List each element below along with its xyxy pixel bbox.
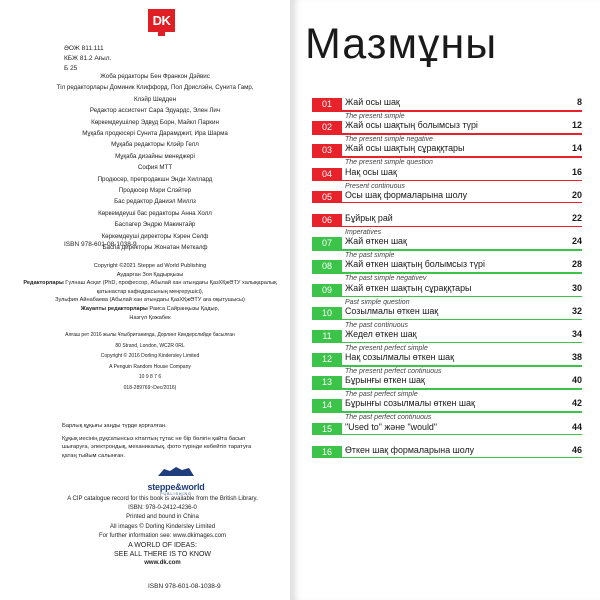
- editors-line: [10, 279, 290, 296]
- page-title: Мазмұны: [305, 20, 498, 68]
- toc-entry[interactable]: [312, 119, 594, 142]
- steppe-sub: PUBLISHING: [160, 492, 192, 496]
- toc-number-badge: 15: [312, 423, 342, 435]
- rights-line: Барлық құқығы заңды түрде қорғалған.: [62, 423, 167, 429]
- editors-text: Гүлнаш Асқат (PhD, профессор, Абылай хан атындағы ҚазХҚжӘТУ халықаралық қатынастар кафедрасының меңгерушісі),: [63, 280, 277, 295]
- toc-title: Созылмалы өткен шақ: [345, 305, 439, 316]
- toc-rule: [312, 457, 582, 459]
- toc-number-badge: 11: [312, 330, 342, 342]
- toc-number-badge: 06: [312, 214, 342, 226]
- toc-page-number: 32: [571, 305, 582, 316]
- toc-subtitle: The present simple negative: [345, 136, 433, 144]
- toc-number-badge: 16: [312, 446, 342, 458]
- toc-page-number: 22: [571, 212, 582, 223]
- original-edition-info: [10, 330, 290, 394]
- credit-line: Продюсер, препродакшн Энди Хиллард: [97, 175, 213, 183]
- toc-entry[interactable]: [312, 374, 594, 397]
- table-of-contents: [312, 96, 594, 467]
- toc-rule: [312, 319, 582, 321]
- toc-entry[interactable]: [312, 212, 594, 235]
- credit-line: Көркемдеушілер Эдвуд Борн, Майкл Паркин: [91, 118, 219, 126]
- toc-title: Жай осы шақ: [345, 97, 400, 107]
- credit-line: Жоба редакторы Бен Франкон Дэйвис: [100, 73, 210, 80]
- toc-page-number: 34: [571, 328, 582, 339]
- toc-subtitle: The present simple question: [345, 159, 433, 167]
- toc-title: Жедел өткен шақ: [345, 328, 417, 339]
- toc-number-badge: 02: [312, 121, 342, 133]
- credit-line: Көркемдеуші директоры Кэрен Селф: [101, 232, 209, 240]
- credits: [20, 71, 290, 254]
- toc-subtitle: Present continuous: [345, 182, 405, 190]
- steppe-horse-icon: [156, 465, 196, 477]
- orig-line: A Penguin Random House Company: [109, 363, 191, 370]
- toc-subtitle: The past continuous: [345, 321, 409, 329]
- cat-big-line: A WORLD OF IDEAS:: [128, 542, 197, 550]
- credit-line: Мұқаба продюсері Сунита Дарамджит, Ира Шарма: [82, 130, 228, 138]
- toc-rule: [312, 411, 582, 413]
- toc-subtitle: Imperatives: [345, 228, 382, 236]
- toc-page-number: 24: [571, 236, 582, 247]
- toc-number-badge: 03: [312, 144, 342, 156]
- isbn-bottom: ISBN 978-601-08-1038-9: [148, 583, 221, 590]
- toc-page-number: 16: [571, 166, 582, 177]
- toc-number-badge: 14: [312, 399, 342, 411]
- toc-number-badge: 04: [312, 168, 342, 180]
- orig-line: 018-289769~Dec/2016): [123, 384, 177, 391]
- orig-line: Copyright © 2016 Dorling Kindersley Limited: [100, 353, 200, 360]
- toc-rule: [312, 272, 582, 274]
- credit-line: Баспа директоры Жонатан Меткалф: [102, 244, 208, 252]
- toc-title: Осы шақ формаларына шолу: [345, 189, 468, 200]
- credit-line: Бас редактор Даниэл Миллз: [114, 198, 196, 206]
- left-page: [0, 0, 292, 600]
- toc-subtitle: The past simple: [345, 252, 395, 260]
- dk-logo: DK: [148, 9, 175, 32]
- credit-line: София МТТ: [137, 164, 173, 172]
- toc-number-badge: 07: [312, 237, 342, 249]
- website: [40, 559, 285, 568]
- toc-page-number: 42: [571, 398, 582, 409]
- toc-number-badge: 01: [312, 98, 342, 110]
- cat-line: ISBN: 978-0-2412-4236-0: [128, 505, 197, 512]
- responsible-editors-line: [10, 305, 290, 314]
- toc-subtitle: Past simple question: [345, 298, 410, 306]
- toc-title: Жай осы шақтың сұраққтары: [345, 143, 465, 154]
- rights-line: қатаң тыйым салынған.: [62, 452, 126, 459]
- toc-page-number: 38: [571, 352, 582, 363]
- code-line: Б 25: [64, 65, 78, 72]
- toc-entry[interactable]: [312, 397, 594, 420]
- toc-title: Жай осы шақтың болымсыз түрі: [345, 120, 478, 131]
- cat-big-line: SEE ALL THERE IS TO KNOW: [114, 551, 211, 559]
- credit-line: Редактор ассистент Сара Эдуардс, Элен Лич: [89, 107, 221, 115]
- credit-line: Баспагер Эндрю Макинтайр: [114, 221, 196, 229]
- toc-entry[interactable]: [312, 282, 594, 305]
- toc-rule: [312, 249, 582, 251]
- toc-rule: [312, 110, 582, 112]
- credit-line: Продюсер Мэри Слэйтер: [118, 187, 192, 195]
- responsible-label: Жауапты редакторлары: [80, 305, 148, 312]
- toc-title: Бұрынғы созылмалы өткен шақ: [345, 398, 475, 409]
- toc-rule: [312, 296, 582, 298]
- classification-codes: [64, 44, 111, 74]
- toc-title: Жай өткен шақтың болымсыз түрі: [345, 259, 485, 270]
- toc-rule: [312, 133, 582, 135]
- toc-rule: [312, 180, 582, 182]
- toc-entry[interactable]: [312, 421, 594, 444]
- toc-title: Жай өткен шақ: [345, 236, 407, 247]
- toc-title: Нақ созылмалы өткен шақ: [345, 352, 454, 363]
- toc-subtitle: The past perfect continuous: [345, 414, 432, 422]
- toc-rule: [312, 202, 582, 204]
- toc-title: Бұйрық рай: [345, 212, 393, 223]
- toc-rule: [312, 226, 582, 228]
- toc-page-number: 40: [571, 375, 582, 386]
- toc-page-number: 44: [571, 421, 582, 432]
- toc-page-number: 28: [571, 259, 582, 270]
- code-line: КБЖ 81.2 Ағыл.: [64, 55, 112, 62]
- toc-rule: [312, 342, 582, 344]
- toc-entry[interactable]: [312, 235, 594, 258]
- toc-page-number: 14: [571, 143, 582, 154]
- toc-number-badge: 10: [312, 307, 342, 319]
- steppe-world-logo: [134, 464, 218, 498]
- toc-entry[interactable]: [312, 166, 594, 189]
- toc-entry[interactable]: [312, 305, 594, 328]
- toc-entry[interactable]: [312, 328, 594, 351]
- publishing-info: [10, 262, 290, 322]
- toc-subtitle: The past simple negativev: [345, 275, 427, 283]
- toc-subtitle: The present simple: [345, 113, 405, 120]
- toc-rule: [312, 434, 582, 436]
- toc-page-number: 12: [571, 120, 582, 131]
- toc-title: "Used to" және "would": [345, 421, 438, 432]
- orig-line: 10 9 8 7 6: [138, 374, 162, 381]
- toc-subtitle: The present perfect continuous: [345, 368, 442, 376]
- toc-entry[interactable]: [312, 142, 594, 165]
- toc-entry[interactable]: [312, 258, 594, 281]
- toc-rule: [312, 388, 582, 390]
- credit-line: Клэйр Шедден: [133, 95, 177, 103]
- toc-entry[interactable]: [312, 444, 594, 467]
- rights-line: шығаруға, электрондық, механикалық, фото түрінде көбейтіп таратуға: [62, 444, 252, 451]
- credit-line: Мұқаба дизайны менеджері: [115, 152, 195, 160]
- cat-line: Printed and bound in China: [126, 514, 199, 521]
- rights-notice: [62, 422, 282, 460]
- editors-line-2: Зульфия Айнабаева (Абылай хан атындағы ҚазХҚжӘТУ аға оқытушысы): [55, 297, 245, 304]
- orig-line: Алғаш рет 2016 жылы Ұлыбританияда, Дорлинг Киндерслийде басылған: [65, 332, 235, 338]
- toc-title: Жай өткен шақтың сұраққтары: [345, 282, 472, 293]
- toc-page-number: 46: [571, 444, 582, 455]
- isbn-top: ISBN 978-601-08-1038-9: [64, 241, 137, 248]
- code-line: ӘОЖ 811.111: [64, 45, 104, 52]
- toc-number-badge: 12: [312, 353, 342, 365]
- toc-entry[interactable]: [312, 96, 594, 119]
- translator-line: Аударған Зоя Қадырқызы: [116, 271, 184, 278]
- toc-page-number: 30: [571, 282, 582, 293]
- toc-number-badge: 13: [312, 376, 342, 388]
- rights-line: Құқық иесінің рұқсатынсыз кітаптың тұтас не бір бөлігін қайта басып: [62, 435, 246, 442]
- copyright-line: Copyright ©2021 Steppe ad World Publishing: [93, 263, 207, 269]
- toc-entry[interactable]: [312, 189, 594, 212]
- website-text: www.dk.com: [144, 560, 181, 567]
- cat-line: A CIP catalogue record for this book is available from the British Library.: [67, 496, 258, 502]
- toc-number-badge: 09: [312, 284, 342, 296]
- credit-line: Тіл редакторлары Доминик Клиффорд, Пол Дрислэйн, Сунита Гамр,: [56, 84, 254, 92]
- responsible-line-2: Назгүл Қожабек: [129, 314, 171, 321]
- orig-line: 80 Strand, London, WC2R 0RL: [115, 342, 185, 349]
- toc-page-number: 20: [571, 189, 582, 200]
- credit-line: Көркемдеуші бас редакторы Анна Холл: [98, 209, 212, 217]
- credit-line: Мұқаба редакторы Клэйр Гелл: [111, 141, 199, 149]
- cat-line: For further information see: www.dkimages.com: [98, 532, 227, 539]
- responsible-text: Раиса Сайранқызы Қадыр,: [147, 305, 220, 312]
- editors-label: Редакторлары: [23, 280, 64, 287]
- toc-subtitle: The present perfect simple: [345, 344, 428, 352]
- toc-title: Өткен шақ формаларына шолу: [345, 444, 475, 455]
- steppe-name: steppe&world: [147, 482, 205, 492]
- toc-entry[interactable]: [312, 351, 594, 374]
- cat-line: All images © Dorling Kindersley Limited: [109, 523, 216, 530]
- toc-rule: [312, 365, 582, 367]
- toc-title: Бұрынғы өткен шақ: [345, 375, 425, 386]
- catalogue-info: [40, 495, 285, 569]
- toc-number-badge: 05: [312, 191, 342, 203]
- toc-title: Нақ осы шақ: [345, 166, 397, 177]
- toc-rule: [312, 156, 582, 158]
- toc-page-number: 8: [576, 97, 582, 107]
- toc-number-badge: 08: [312, 260, 342, 272]
- toc-subtitle: The past perfect simple: [345, 391, 418, 399]
